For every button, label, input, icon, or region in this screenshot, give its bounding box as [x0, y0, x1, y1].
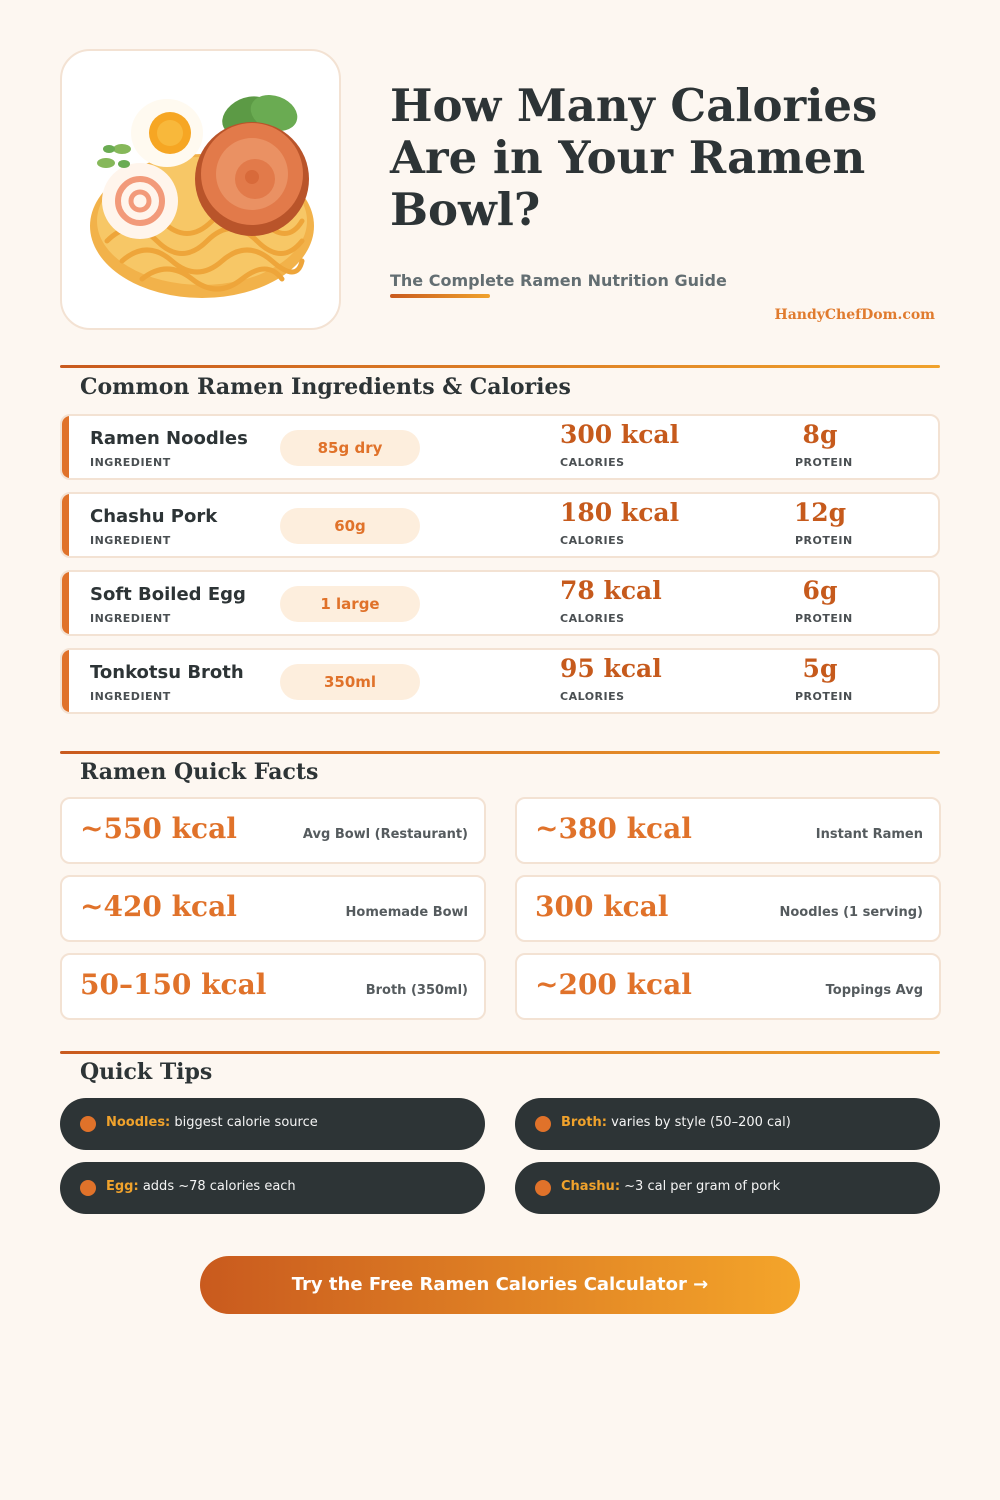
tip-text — [106, 1179, 296, 1194]
section-divider — [60, 1051, 940, 1054]
fact-card — [515, 797, 941, 864]
protein-value: 5g — [802, 654, 838, 683]
subtitle-underline — [390, 294, 490, 298]
calorie-value: 180 kcal — [560, 498, 680, 527]
tip-pill — [515, 1162, 940, 1214]
protein-caption: PROTEIN — [795, 534, 853, 547]
fact-label: Noodles (1 serving) — [779, 905, 923, 920]
calorie-caption: CALORIES — [560, 690, 625, 703]
calorie-caption: CALORIES — [560, 612, 625, 625]
tip-text — [561, 1115, 791, 1130]
protein-value: 12g — [793, 498, 847, 527]
tip-pill — [60, 1162, 485, 1214]
fact-value: 50–150 kcal — [80, 968, 267, 1001]
fact-label: Avg Bowl (Restaurant) — [302, 827, 468, 842]
page-title: How Many Calories Are in Your Ramen Bowl? — [390, 79, 878, 236]
tip-key: Broth: — [561, 1115, 607, 1130]
site-link[interactable]: HandyChefDom.com — [774, 307, 935, 323]
protein-caption: PROTEIN — [795, 690, 853, 703]
ingredients-section-title: Common Ramen Ingredients & Calories — [80, 374, 571, 400]
tip-pill — [60, 1098, 485, 1150]
fact-card — [515, 875, 941, 942]
ingredient-name: Chashu Pork — [90, 506, 218, 527]
section-divider — [60, 751, 940, 754]
ingredient-row-tonkotsu-broth — [60, 648, 940, 714]
ingredient-caption: INGREDIENT — [90, 690, 171, 703]
tip-pill — [515, 1098, 940, 1150]
ingredient-caption: INGREDIENT — [90, 456, 171, 469]
portion-pill: 350ml — [280, 664, 420, 700]
fact-value: ~550 kcal — [80, 812, 237, 845]
section-divider — [60, 365, 940, 368]
tip-body: varies by style (50–200 cal) — [611, 1115, 791, 1130]
tip-text — [106, 1115, 318, 1130]
calorie-caption: CALORIES — [560, 456, 625, 469]
tip-key: Chashu: — [561, 1179, 621, 1194]
protein-caption: PROTEIN — [795, 612, 853, 625]
portion-pill: 60g — [280, 508, 420, 544]
ingredient-row-ramen-noodles — [60, 414, 940, 480]
portion-pill: 1 large — [280, 586, 420, 622]
calculator-cta-button[interactable]: Try the Free Ramen Calories Calculator → — [200, 1256, 800, 1314]
row-accent-bar — [62, 414, 69, 480]
portion-pill: 85g dry — [280, 430, 420, 466]
tip-text — [561, 1179, 780, 1194]
fact-card — [515, 953, 941, 1020]
fact-value: ~380 kcal — [535, 812, 692, 845]
tip-body: biggest calorie source — [174, 1115, 318, 1130]
fact-label: Instant Ramen — [815, 827, 923, 842]
calorie-caption: CALORIES — [560, 534, 625, 547]
protein-caption: PROTEIN — [795, 456, 853, 469]
row-accent-bar — [62, 648, 69, 714]
tip-key: Egg: — [106, 1179, 139, 1194]
tip-body: ~3 cal per gram of pork — [624, 1179, 781, 1194]
fact-label: Broth (350ml) — [365, 983, 468, 998]
ingredient-row-soft-boiled-egg — [60, 570, 940, 636]
tips-section-title: Quick Tips — [80, 1059, 213, 1085]
page-subtitle: The Complete Ramen Nutrition Guide — [390, 271, 727, 290]
calorie-value: 300 kcal — [560, 420, 680, 449]
ramen-bowl-icon — [62, 51, 343, 332]
fact-card — [60, 797, 486, 864]
tip-bullet-icon — [80, 1180, 96, 1196]
ingredient-name: Tonkotsu Broth — [90, 662, 244, 683]
fact-card — [60, 953, 486, 1020]
hero-image-card — [60, 49, 341, 330]
row-accent-bar — [62, 492, 69, 558]
facts-section-title: Ramen Quick Facts — [80, 759, 319, 785]
tip-bullet-icon — [535, 1180, 551, 1196]
tip-bullet-icon — [535, 1116, 551, 1132]
fact-label: Toppings Avg — [825, 983, 923, 998]
calorie-value: 78 kcal — [560, 576, 662, 605]
fact-value: ~420 kcal — [80, 890, 237, 923]
ingredient-caption: INGREDIENT — [90, 534, 171, 547]
ingredient-caption: INGREDIENT — [90, 612, 171, 625]
protein-value: 6g — [802, 576, 838, 605]
fact-value: ~200 kcal — [535, 968, 692, 1001]
ingredient-row-chashu-pork — [60, 492, 940, 558]
fact-card — [60, 875, 486, 942]
protein-value: 8g — [802, 420, 838, 449]
fact-label: Homemade Bowl — [345, 905, 468, 920]
ingredient-name: Soft Boiled Egg — [90, 584, 246, 605]
fact-value: 300 kcal — [535, 890, 669, 923]
ingredient-name: Ramen Noodles — [90, 428, 248, 449]
calorie-value: 95 kcal — [560, 654, 662, 683]
tip-key: Noodles: — [106, 1115, 171, 1130]
tip-body: adds ~78 calories each — [142, 1179, 296, 1194]
tip-bullet-icon — [80, 1116, 96, 1132]
row-accent-bar — [62, 570, 69, 636]
